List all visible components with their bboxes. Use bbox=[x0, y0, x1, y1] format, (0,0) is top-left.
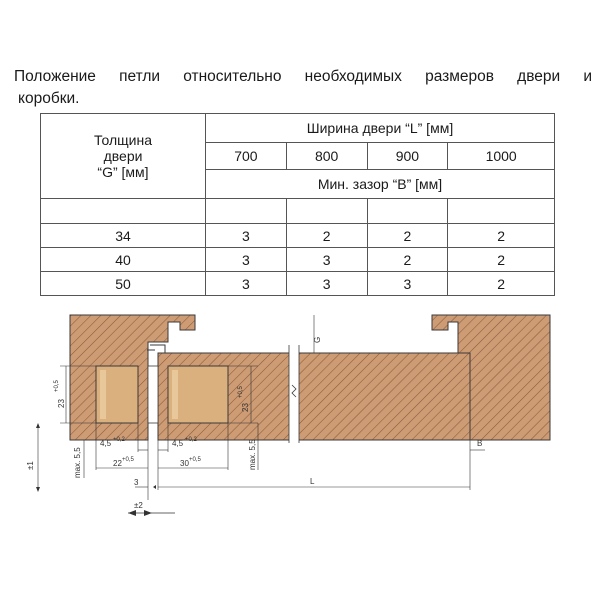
width-900: 900 bbox=[367, 143, 448, 170]
row-value: 3 bbox=[206, 272, 287, 296]
svg-text:+0,5: +0,5 bbox=[122, 457, 134, 463]
max-left-label: max. 5,5 bbox=[73, 447, 82, 478]
g-header-line-2: двери bbox=[103, 148, 143, 164]
left-height-label: 23 bbox=[57, 399, 66, 408]
horiz-tol-label: ±2 bbox=[134, 501, 143, 510]
g-header-line-1: Толщина bbox=[94, 132, 152, 148]
door-thickness-header bbox=[41, 114, 206, 199]
width-1000: 1000 bbox=[448, 143, 555, 170]
row-value: 2 bbox=[367, 224, 448, 248]
g-header-line-3: “G” [мм] bbox=[97, 164, 149, 180]
row-value: 3 bbox=[286, 272, 367, 296]
dist-right-label: 30 bbox=[180, 459, 189, 468]
row-value: 2 bbox=[448, 224, 555, 248]
row-value: 2 bbox=[286, 224, 367, 248]
offset-label: 3 bbox=[134, 478, 139, 487]
b-label: B bbox=[477, 439, 483, 448]
row-value: 2 bbox=[448, 272, 555, 296]
hinge-drawing bbox=[0, 300, 600, 530]
g-label: G bbox=[313, 336, 322, 343]
svg-text:+0,5: +0,5 bbox=[238, 386, 244, 398]
max-right-label: max. 5,5 bbox=[248, 439, 257, 470]
gap-table bbox=[40, 113, 555, 296]
vert-tol-label: ±1 bbox=[26, 461, 35, 470]
svg-text:+0,5: +0,5 bbox=[54, 380, 60, 392]
width-800: 800 bbox=[286, 143, 367, 170]
row-value: 3 bbox=[206, 224, 287, 248]
heading-line-2: коробки. bbox=[18, 90, 80, 107]
door-width-header: Ширина двери “L” [мм] bbox=[206, 114, 555, 143]
row-thickness: 40 bbox=[41, 248, 206, 272]
row-value: 3 bbox=[367, 272, 448, 296]
gap-right-label: 4,5 bbox=[172, 439, 184, 448]
heading-line-1: Положение петли относительно необходимых размеров двери и bbox=[14, 68, 592, 85]
l-label: L bbox=[310, 477, 315, 486]
row-thickness: 34 bbox=[41, 224, 206, 248]
table-row-spacer bbox=[41, 199, 206, 224]
table-row bbox=[41, 248, 555, 272]
dist-left-label: 22 bbox=[113, 459, 122, 468]
table-row bbox=[41, 224, 555, 248]
width-700: 700 bbox=[206, 143, 287, 170]
min-gap-header: Мин. зазор “B” [мм] bbox=[206, 170, 555, 199]
row-value: 3 bbox=[286, 248, 367, 272]
svg-text:+0,5: +0,5 bbox=[189, 457, 201, 463]
row-thickness: 50 bbox=[41, 272, 206, 296]
row-value: 3 bbox=[206, 248, 287, 272]
svg-text:+0,2: +0,2 bbox=[113, 437, 125, 443]
table-row bbox=[41, 272, 555, 296]
row-value: 2 bbox=[448, 248, 555, 272]
svg-text:+0,2: +0,2 bbox=[185, 437, 197, 443]
right-height-label: 23 bbox=[241, 403, 250, 412]
gap-left-label: 4,5 bbox=[100, 439, 112, 448]
row-value: 2 bbox=[367, 248, 448, 272]
